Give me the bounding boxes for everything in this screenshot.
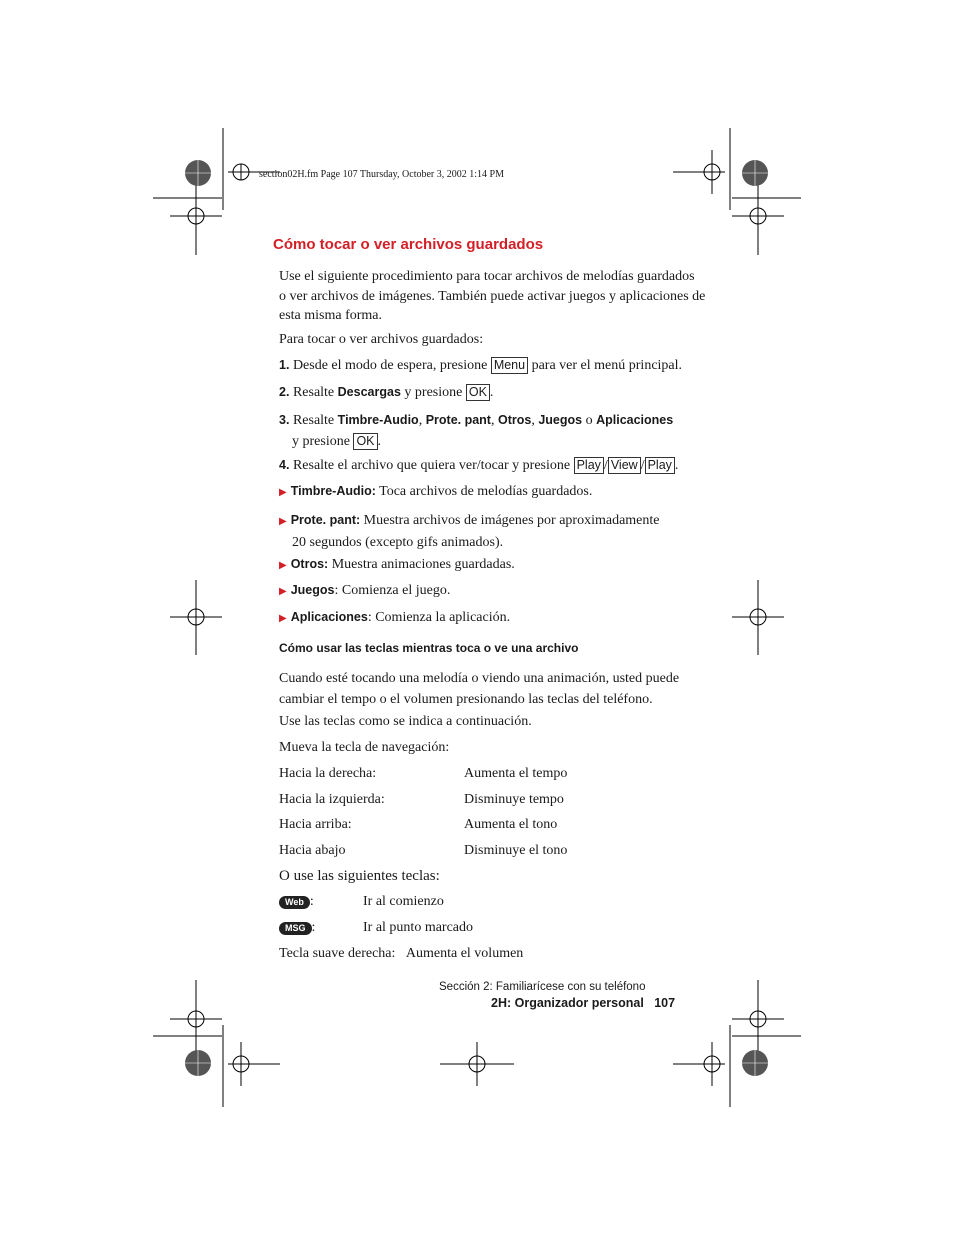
view-key: View [608, 457, 641, 474]
step-4: 4. Resalte el archivo que quiera ver/tocar y presione Play / View / Play . [279, 458, 679, 473]
lead-text: Para tocar o ver archivos guardados: [279, 332, 484, 347]
bullet-item: ▶ Aplicaciones: Comienza la aplicación. [279, 610, 511, 625]
nav-row: Hacia arriba: [279, 817, 352, 832]
bullet-item: ▶ Prote. pant: Muestra archivos de imágenes por aproximadamente 20 segundos (excepto gifs animados). [279, 513, 660, 550]
paragraph-3: Use las teclas como se indica a continuación. [279, 714, 532, 729]
ok-key: OK [353, 433, 377, 450]
msg-key-icon: MSG [279, 922, 312, 935]
step-1: 1. Desde el modo de espera, presione Menu para ver el menú principal. [279, 358, 683, 373]
paragraph-4: Mueva la tecla de navegación: [279, 740, 450, 755]
header-stamp: section02H.fm Page 107 Thursday, October 3, 2002 1:14 PM [259, 169, 504, 180]
triangle-bullet-icon: ▶ [279, 560, 287, 571]
play-key: Play [645, 457, 675, 474]
softkey-row: Tecla suave derecha: Aumenta el volumen [279, 946, 524, 961]
triangle-bullet-icon: ▶ [279, 487, 287, 498]
nav-row: Hacia la izquierda: [279, 792, 385, 807]
menu-key: Menu [491, 357, 528, 374]
bullet-item: ▶ Timbre-Audio: Toca archivos de melodías guardados. [279, 484, 593, 499]
footer-section: Sección 2: Familiarícese con su teléfono [439, 981, 646, 993]
page-heading: Cómo tocar o ver archivos guardados [273, 236, 544, 253]
nav-row: Hacia abajo [279, 843, 346, 858]
web-key-icon: Web [279, 896, 310, 909]
key-row: Web : [279, 894, 314, 910]
nav-value: Disminuye el tono [464, 843, 568, 858]
paragraph-5: O use las siguientes teclas: [279, 868, 440, 884]
nav-row: Hacia la derecha: [279, 766, 377, 781]
paragraph-2: Cuando esté tocando una melodía o viendo una animación, usted puede cambiar el tempo o el volumen presionando las teclas del teléfono. [279, 671, 680, 707]
bullet-item: ▶ Juegos: Comienza el juego. [279, 583, 451, 598]
nav-value: Disminuye tempo [464, 792, 564, 807]
key-value: Ir al punto marcado [363, 920, 474, 935]
triangle-bullet-icon: ▶ [279, 613, 287, 624]
nav-value: Aumenta el tempo [464, 766, 568, 781]
step-3: 3. Resalte Timbre-Audio, Prote. pant, Otros, Juegos o Aplicaciones y presione OK . [279, 413, 674, 449]
triangle-bullet-icon: ▶ [279, 586, 287, 597]
sub-heading: Cómo usar las teclas mientras toca o ve una archivo [279, 641, 579, 655]
ok-key: OK [466, 384, 490, 401]
triangle-bullet-icon: ▶ [279, 516, 287, 527]
bullet-item: ▶ Otros: Muestra animaciones guardadas. [279, 557, 515, 572]
key-value: Ir al comienzo [363, 894, 444, 909]
intro-paragraph: Use el siguiente procedimiento para tocar archivos de melodías guardados o ver archivos de imágenes. También puede activar juegos y aplicaciones de esta misma forma. [279, 269, 706, 323]
page-number: 107 [654, 996, 676, 1010]
nav-value: Aumenta el tono [464, 817, 558, 832]
key-row: MSG : [279, 920, 315, 936]
step-2: 2. Resalte Descargas y presione OK . [279, 385, 494, 400]
footer-chapter: 2H: Organizador personal 107 [491, 996, 676, 1010]
play-key: Play [574, 457, 604, 474]
